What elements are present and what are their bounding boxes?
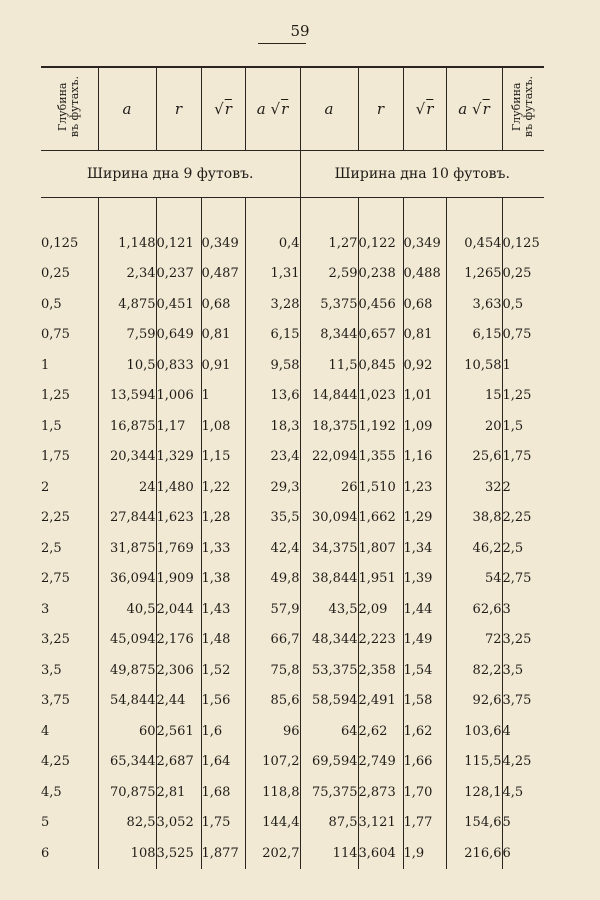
cell-sr10: 1,77 — [403, 808, 446, 839]
cell-a9: 70,875 — [98, 777, 156, 808]
cell-depth2: 2,5 — [502, 533, 544, 564]
cell-depth2: 3 — [502, 594, 544, 625]
cell-a10: 69,594 — [300, 747, 358, 778]
cell-sr10: 1,54 — [403, 655, 446, 686]
cell-asr9: 0,4 — [245, 228, 300, 259]
cell-r10: 1,662 — [358, 503, 403, 534]
cell-asr9: 144,4 — [245, 808, 300, 839]
cell-a10: 64 — [300, 716, 358, 747]
cell-asr9: 35,5 — [245, 503, 300, 534]
cell-sr10: 1,58 — [403, 686, 446, 717]
cell-r10: 1,510 — [358, 472, 403, 503]
cell-sr9: 0,81 — [201, 320, 245, 351]
cell-depth: 1,5 — [41, 418, 62, 434]
cell-asr9: 13,6 — [245, 381, 300, 412]
page-number-rule — [258, 43, 306, 44]
cell-sr10: 1,29 — [403, 503, 446, 534]
cell-depth2: 1 — [502, 350, 544, 381]
cell-asr10: 15 — [446, 381, 502, 412]
cell-a9: 31,875 — [98, 533, 156, 564]
cell-r10: 0,456 — [358, 289, 403, 320]
cell-asr10: 1,265 — [446, 259, 502, 290]
cell-asr10: 3,63 — [446, 289, 502, 320]
cell-asr10: 128,1 — [446, 777, 502, 808]
cell-a9: 13,594 — [98, 381, 156, 412]
cell-r9: 0,237 — [156, 259, 201, 290]
cell-r10: 1,807 — [358, 533, 403, 564]
cell-sr10: 1,34 — [403, 533, 446, 564]
cell-sr10: 1,44 — [403, 594, 446, 625]
cell-asr10: 103,6 — [446, 716, 502, 747]
table-row — [41, 747, 544, 778]
cell-depth2: 3,75 — [502, 686, 544, 717]
cell-a9: 36,094 — [98, 564, 156, 595]
header-depth-left — [41, 68, 98, 151]
cell-sr9: 1,38 — [201, 564, 245, 595]
cell-depth: 3 — [41, 601, 50, 617]
cell-r9: 1,329 — [156, 442, 201, 473]
cell-r10: 1,951 — [358, 564, 403, 595]
cell-depth: 6 — [41, 845, 50, 861]
cell-asr9: 42,4 — [245, 533, 300, 564]
cell-r9: 1,17 — [156, 411, 201, 442]
cell-a10: 11,5 — [300, 350, 358, 381]
cell-r10: 2,491 — [358, 686, 403, 717]
cell-r10: 2,62 — [358, 716, 403, 747]
cell-depth: 1 — [41, 357, 50, 373]
cell-r10: 0,238 — [358, 259, 403, 290]
cell-sr10: 0,68 — [403, 289, 446, 320]
table-row — [41, 594, 544, 625]
cell-r10: 0,845 — [358, 350, 403, 381]
cell-asr9: 29,3 — [245, 472, 300, 503]
cell-asr9: 107,2 — [245, 747, 300, 778]
cell-depth: 3,5 — [41, 662, 62, 678]
cell-r9: 2,687 — [156, 747, 201, 778]
cell-a10: 43,5 — [300, 594, 358, 625]
table-row — [41, 442, 544, 473]
cell-r10: 1,192 — [358, 411, 403, 442]
cell-depth2: 1,5 — [502, 411, 544, 442]
cell-sr9: 0,91 — [201, 350, 245, 381]
table-body — [41, 198, 544, 869]
cell-asr9: 9,58 — [245, 350, 300, 381]
cell-depth: 2,5 — [41, 540, 62, 556]
cell-sr9: 1,22 — [201, 472, 245, 503]
cell-a10: 22,094 — [300, 442, 358, 473]
cell-sr9: 0,349 — [201, 228, 245, 259]
data-table — [41, 68, 544, 869]
cell-sr10: 0,349 — [403, 228, 446, 259]
cell-sr10: 1,70 — [403, 777, 446, 808]
cell-a10: 2,59 — [300, 259, 358, 290]
cell-depth: 0,5 — [41, 296, 62, 312]
cell-a9: 54,844 — [98, 686, 156, 717]
cell-asr10: 216,6 — [446, 838, 502, 869]
cell-depth: 2,75 — [41, 571, 70, 587]
cell-asr10: 38,8 — [446, 503, 502, 534]
cell-depth: 4 — [41, 723, 50, 739]
header-sqrt-r-9: √r — [201, 68, 245, 151]
table-row — [41, 686, 544, 717]
cell-asr9: 66,7 — [245, 625, 300, 656]
cell-r9: 0,833 — [156, 350, 201, 381]
cell-a10: 53,375 — [300, 655, 358, 686]
cell-sr10: 1,23 — [403, 472, 446, 503]
page-number: 59 — [290, 22, 310, 40]
cell-asr10: 10,58 — [446, 350, 502, 381]
cell-sr9: 1,15 — [201, 442, 245, 473]
cell-depth: 5 — [41, 815, 50, 831]
cell-r9: 2,44 — [156, 686, 201, 717]
cell-depth2: 4,25 — [502, 747, 544, 778]
cell-a10: 58,594 — [300, 686, 358, 717]
cell-r10: 2,358 — [358, 655, 403, 686]
cell-depth2: 2 — [502, 472, 544, 503]
header-r-9: r — [156, 68, 201, 151]
cell-a9: 10,5 — [98, 350, 156, 381]
cell-sr9: 1,68 — [201, 777, 245, 808]
cell-asr9: 18,3 — [245, 411, 300, 442]
cell-depth2: 3,25 — [502, 625, 544, 656]
cell-a9: 60 — [98, 716, 156, 747]
cell-sr10: 1,39 — [403, 564, 446, 595]
cell-a9: 4,875 — [98, 289, 156, 320]
spacer-row — [41, 198, 544, 229]
cell-r9: 1,623 — [156, 503, 201, 534]
cell-asr9: 96 — [245, 716, 300, 747]
cell-a9: 49,875 — [98, 655, 156, 686]
cell-depth2: 0,5 — [502, 289, 544, 320]
cell-r10: 2,223 — [358, 625, 403, 656]
table-row — [41, 838, 544, 869]
cell-a9: 7,59 — [98, 320, 156, 351]
cell-r10: 1,355 — [358, 442, 403, 473]
cell-sr9: 1,43 — [201, 594, 245, 625]
cell-sr10: 1,49 — [403, 625, 446, 656]
cell-depth2: 0,25 — [502, 259, 544, 290]
table-row — [41, 503, 544, 534]
cell-r9: 0,649 — [156, 320, 201, 351]
cell-depth2: 6 — [502, 838, 544, 869]
cell-a9: 82,5 — [98, 808, 156, 839]
cell-a9: 27,844 — [98, 503, 156, 534]
cell-depth2: 2,25 — [502, 503, 544, 534]
cell-asr10: 0,454 — [446, 228, 502, 259]
section-header-row — [41, 151, 544, 198]
cell-sr9: 1,33 — [201, 533, 245, 564]
cell-asr10: 25,6 — [446, 442, 502, 473]
cell-a10: 14,844 — [300, 381, 358, 412]
cell-asr10: 62,6 — [446, 594, 502, 625]
table-row — [41, 289, 544, 320]
cell-r9: 1,480 — [156, 472, 201, 503]
table-row — [41, 533, 544, 564]
table-row — [41, 564, 544, 595]
header-a-9: a — [98, 68, 156, 151]
table-row — [41, 381, 544, 412]
cell-sr10: 0,92 — [403, 350, 446, 381]
table-row — [41, 320, 544, 351]
cell-r9: 2,306 — [156, 655, 201, 686]
cell-a10: 38,844 — [300, 564, 358, 595]
cell-depth2: 1,75 — [502, 442, 544, 473]
header-a-sqrt-r-9: a √r — [245, 68, 300, 151]
table-frame — [41, 66, 544, 864]
header-a-sqrt-r-10: a √r — [446, 68, 502, 151]
header-r-10: r — [358, 68, 403, 151]
cell-asr10: 32 — [446, 472, 502, 503]
cell-depth: 0,125 — [41, 235, 79, 251]
cell-r10: 0,657 — [358, 320, 403, 351]
cell-a10: 114 — [300, 838, 358, 869]
cell-r9: 2,044 — [156, 594, 201, 625]
table-row — [41, 777, 544, 808]
cell-a9: 1,148 — [98, 228, 156, 259]
cell-depth: 2 — [41, 479, 50, 495]
cell-a10: 34,375 — [300, 533, 358, 564]
cell-a10: 8,344 — [300, 320, 358, 351]
cell-r9: 2,81 — [156, 777, 201, 808]
cell-sr10: 1,9 — [403, 838, 446, 869]
cell-depth: 0,75 — [41, 327, 70, 343]
cell-asr9: 118,8 — [245, 777, 300, 808]
cell-asr10: 46,2 — [446, 533, 502, 564]
cell-asr10: 82,2 — [446, 655, 502, 686]
cell-sr10: 1,16 — [403, 442, 446, 473]
cell-a9: 2,34 — [98, 259, 156, 290]
cell-r9: 2,176 — [156, 625, 201, 656]
depth-label-right: Глубина въ футахъ. — [510, 76, 536, 138]
cell-a9: 108 — [98, 838, 156, 869]
cell-depth: 2,25 — [41, 510, 70, 526]
cell-depth: 3,75 — [41, 693, 70, 709]
cell-a10: 1,27 — [300, 228, 358, 259]
cell-depth2: 4 — [502, 716, 544, 747]
cell-depth: 4,25 — [41, 754, 70, 770]
table-row — [41, 716, 544, 747]
cell-depth: 1,25 — [41, 388, 70, 404]
cell-sr9: 1,75 — [201, 808, 245, 839]
table-row — [41, 228, 544, 259]
cell-sr10: 1,01 — [403, 381, 446, 412]
cell-r9: 1,769 — [156, 533, 201, 564]
cell-sr9: 0,68 — [201, 289, 245, 320]
cell-sr9: 1 — [201, 381, 245, 412]
cell-a9: 24 — [98, 472, 156, 503]
cell-a10: 87,5 — [300, 808, 358, 839]
table-row — [41, 411, 544, 442]
cell-r10: 2,09 — [358, 594, 403, 625]
header-sqrt-r-10: √r — [403, 68, 446, 151]
cell-r9: 1,909 — [156, 564, 201, 595]
cell-r10: 0,122 — [358, 228, 403, 259]
cell-sr9: 1,28 — [201, 503, 245, 534]
cell-asr9: 23,4 — [245, 442, 300, 473]
header-depth-right — [502, 68, 544, 151]
cell-depth: 3,25 — [41, 632, 70, 648]
cell-a9: 40,5 — [98, 594, 156, 625]
section-width-10: Ширина дна 10 футовъ. — [300, 151, 544, 198]
cell-r10: 3,121 — [358, 808, 403, 839]
cell-asr10: 6,15 — [446, 320, 502, 351]
header-a-10: a — [300, 68, 358, 151]
table-row — [41, 472, 544, 503]
cell-a9: 20,344 — [98, 442, 156, 473]
cell-sr10: 0,81 — [403, 320, 446, 351]
table-row — [41, 808, 544, 839]
cell-a9: 45,094 — [98, 625, 156, 656]
cell-depth2: 5 — [502, 808, 544, 839]
cell-asr10: 154,6 — [446, 808, 502, 839]
cell-asr10: 72 — [446, 625, 502, 656]
table-row — [41, 350, 544, 381]
column-header-row — [41, 68, 544, 151]
cell-sr9: 1,56 — [201, 686, 245, 717]
cell-asr10: 20 — [446, 411, 502, 442]
cell-asr10: 115,5 — [446, 747, 502, 778]
table-row — [41, 259, 544, 290]
cell-sr9: 0,487 — [201, 259, 245, 290]
cell-depth2: 0,125 — [502, 228, 544, 259]
cell-sr9: 1,48 — [201, 625, 245, 656]
depth-label-left: Глубина въ футахъ. — [56, 76, 82, 138]
cell-r10: 2,873 — [358, 777, 403, 808]
cell-asr9: 49,8 — [245, 564, 300, 595]
cell-a10: 5,375 — [300, 289, 358, 320]
cell-r9: 3,052 — [156, 808, 201, 839]
cell-sr9: 1,08 — [201, 411, 245, 442]
cell-r10: 2,749 — [358, 747, 403, 778]
cell-depth: 0,25 — [41, 266, 70, 282]
cell-r9: 2,561 — [156, 716, 201, 747]
cell-depth2: 0,75 — [502, 320, 544, 351]
cell-sr10: 0,488 — [403, 259, 446, 290]
cell-asr9: 3,28 — [245, 289, 300, 320]
cell-asr9: 75,8 — [245, 655, 300, 686]
cell-r10: 3,604 — [358, 838, 403, 869]
cell-a10: 48,344 — [300, 625, 358, 656]
cell-a10: 26 — [300, 472, 358, 503]
cell-depth2: 4,5 — [502, 777, 544, 808]
cell-r9: 0,451 — [156, 289, 201, 320]
cell-r9: 0,121 — [156, 228, 201, 259]
cell-asr9: 202,7 — [245, 838, 300, 869]
cell-a10: 18,375 — [300, 411, 358, 442]
section-width-9: Ширина дна 9 футовъ. — [41, 151, 300, 198]
cell-asr10: 92,6 — [446, 686, 502, 717]
cell-a9: 65,344 — [98, 747, 156, 778]
cell-a10: 75,375 — [300, 777, 358, 808]
cell-asr10: 54 — [446, 564, 502, 595]
cell-depth2: 1,25 — [502, 381, 544, 412]
cell-asr9: 57,9 — [245, 594, 300, 625]
cell-r10: 1,023 — [358, 381, 403, 412]
cell-sr9: 1,877 — [201, 838, 245, 869]
cell-depth2: 2,75 — [502, 564, 544, 595]
cell-sr9: 1,52 — [201, 655, 245, 686]
cell-depth2: 3,5 — [502, 655, 544, 686]
cell-sr10: 1,09 — [403, 411, 446, 442]
cell-asr9: 85,6 — [245, 686, 300, 717]
cell-sr9: 1,6 — [201, 716, 245, 747]
table-row — [41, 625, 544, 656]
cell-sr10: 1,66 — [403, 747, 446, 778]
table-row — [41, 655, 544, 686]
cell-sr10: 1,62 — [403, 716, 446, 747]
cell-r9: 3,525 — [156, 838, 201, 869]
cell-a9: 16,875 — [98, 411, 156, 442]
cell-a10: 30,094 — [300, 503, 358, 534]
cell-depth: 1,75 — [41, 449, 70, 465]
cell-r9: 1,006 — [156, 381, 201, 412]
cell-asr9: 1,31 — [245, 259, 300, 290]
cell-sr9: 1,64 — [201, 747, 245, 778]
cell-asr9: 6,15 — [245, 320, 300, 351]
cell-depth: 4,5 — [41, 784, 62, 800]
